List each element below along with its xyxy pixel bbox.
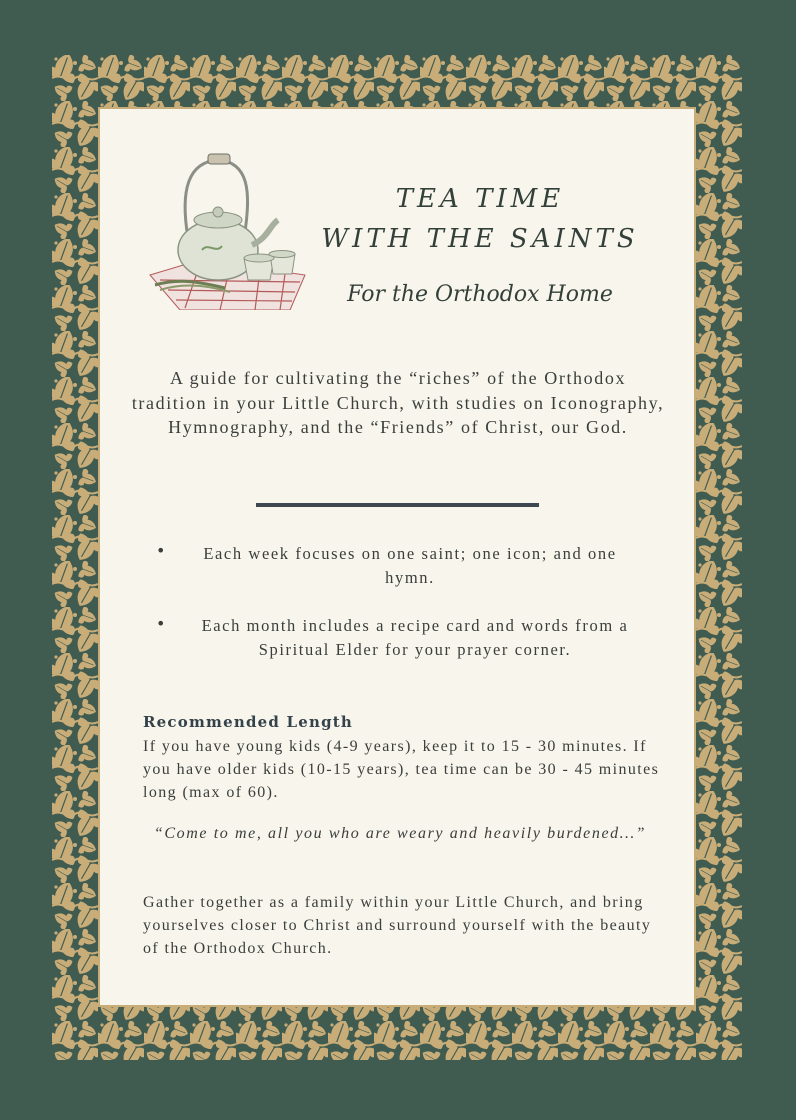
title-line-1: TEA TIME — [395, 184, 565, 214]
bullet-dot: • — [156, 541, 166, 560]
bullet-item: Each month includes a recipe card and words from a Spiritual Elder for your prayer corner. — [201, 616, 629, 659]
scripture-quote: “Come to me, all you who are weary and heavily burdened…” — [153, 825, 647, 842]
recommended-length-text: If you have young kids (4-9 years), keep it to 15 - 30 minutes. If you have older kids (10-15 years), tea time can be 30 - 45 minutes long (max of 60). — [143, 738, 660, 801]
title-line-2: WITH THE SAINTS — [321, 224, 639, 254]
bullet-item: Each week focuses on one saint; one icon; and one hymn. — [203, 544, 617, 587]
divider — [256, 503, 539, 507]
closing-paragraph: Gather together as a family within your Little Church, and bring yourselves closer to Christ and surround yourself with the beauty of the Orthodox Church. — [143, 894, 652, 957]
teapot-illustration — [140, 150, 320, 310]
subtitle: For the Orthodox Home — [347, 282, 613, 307]
intro-paragraph: A guide for cultivating the “riches” of the Orthodox tradition in your Little Church, with studies on Iconography, Hymnography, and the “Friends” of Christ, our God. — [131, 368, 665, 437]
recommended-length-heading: Recommended Length — [143, 713, 354, 731]
bullet-dot: • — [156, 614, 166, 633]
